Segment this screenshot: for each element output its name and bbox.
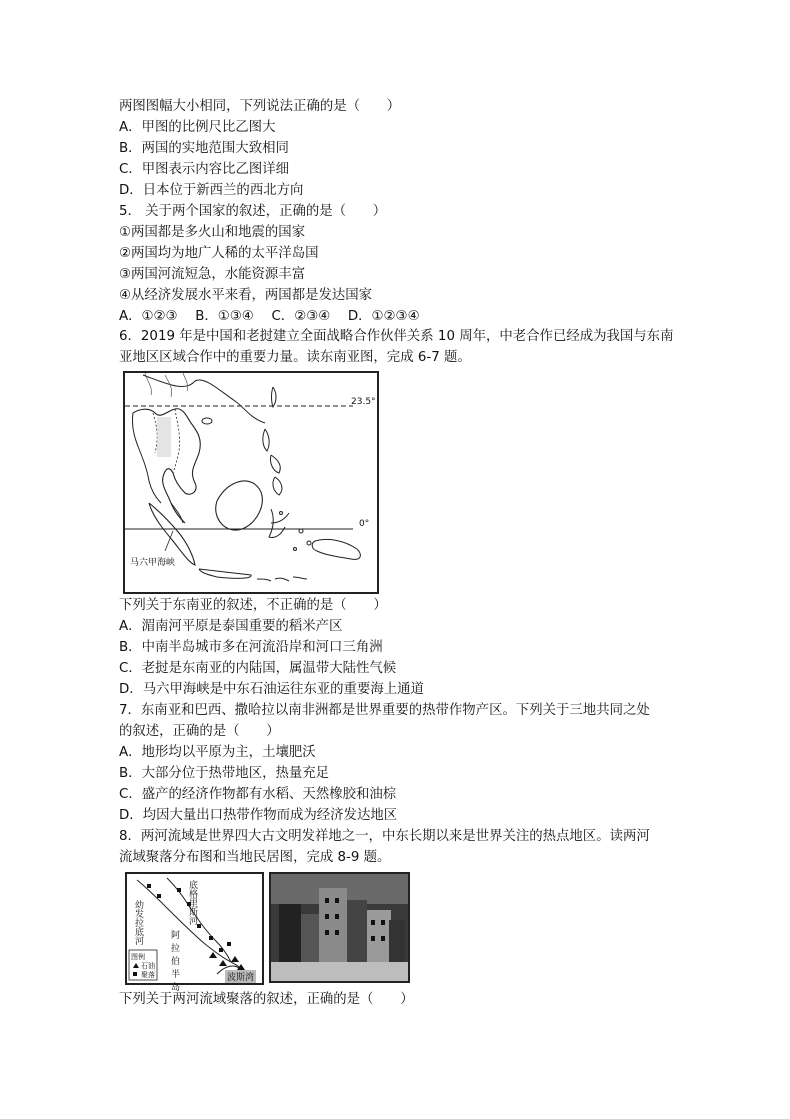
- q7-option-d: D．均因大量出口热带作物而成为经济发达地区: [119, 808, 398, 823]
- q4-stem: 两图图幅大小相同，下列说法正确的是（ ）: [119, 99, 401, 114]
- q7-stem-line2: 的叙述，正确的是（ ）: [119, 724, 280, 739]
- q6-option-a: A．湄南河平原是泰国重要的稻米产区: [119, 619, 343, 634]
- q8-stem: 下列关于两河流域聚落的叙述，正确的是（ ）: [119, 992, 414, 1007]
- tropic-label: 23.5°: [351, 397, 376, 407]
- strait-label: 马六甲海峡: [130, 558, 176, 568]
- local-dwelling-photo: [269, 872, 410, 983]
- gulf-label: 波斯湾: [225, 970, 256, 983]
- legend-oil: 石油: [141, 962, 155, 970]
- q6-option-c: C．老挝是东南亚的内陆国，属温带大陆性气候: [119, 661, 397, 676]
- q6-option-b: B．中南半岛城市多在河流沿岸和河口三角洲: [119, 640, 383, 655]
- q6-intro-line1: 6．2019 年是中国和老挝建立全面战略合作伙伴关系 10 周年，中老合作已经成为我国与东南: [119, 329, 674, 344]
- q4-option-b: B．两国的实地范围大致相同: [119, 141, 289, 156]
- legend-title: 图例: [131, 953, 145, 961]
- river1-label: 幼发拉底河: [135, 901, 145, 947]
- q7-stem-line1: 7．东南亚和巴西、撒哈拉以南非洲都是世界重要的热带作物产区。下列关于三地共同之处: [119, 703, 650, 718]
- q4-option-c: C．甲图表示内容比乙图详细: [119, 162, 290, 177]
- q7-option-a: A．地形均以平原为主，土壤肥沃: [119, 745, 316, 760]
- two-rivers-settlement-map: [125, 872, 264, 993]
- q8-intro-line1: 8．两河流域是世界四大古文明发祥地之一，中东长期以来是世界关注的热点地区。读两河: [119, 829, 650, 844]
- legend-settlement: 聚落: [141, 971, 155, 979]
- q5-statement-2: ②两国均为地广人稀的太平洋岛国: [119, 246, 319, 261]
- q6-stem: 下列关于东南亚的叙述，不正确的是（ ）: [119, 598, 387, 613]
- q5-statement-3: ③两国河流短急，水能资源丰富: [119, 267, 306, 282]
- q4-option-d: D．日本位于新西兰的西北方向: [119, 183, 304, 198]
- southeast-asia-map: [123, 371, 379, 594]
- river2-label: 底格里斯河: [189, 881, 199, 927]
- q7-option-b: B．大部分位于热带地区，热量充足: [119, 766, 330, 781]
- q6-option-d: D．马六甲海峡是中东石油运往东亚的重要海上通道: [119, 682, 424, 697]
- q5-statement-1: ①两国都是多火山和地震的国家: [119, 225, 306, 240]
- region-label: 阿拉伯半岛: [171, 931, 181, 993]
- equator-label: 0°: [359, 519, 370, 529]
- q7-option-c: C．盛产的经济作物都有水稻、天然橡胶和油棕: [119, 787, 397, 802]
- q6-intro-line2: 亚地区区域合作中的重要力量。读东南亚图，完成 6-7 题。: [119, 350, 471, 365]
- q4-option-a: A．甲图的比例尺比乙图大: [119, 120, 276, 135]
- q5-stem: 5． 关于两个国家的叙述，正确的是（ ）: [119, 204, 387, 219]
- q5-statement-4: ④从经济发展水平来看，两国都是发达国家: [119, 288, 373, 303]
- q8-intro-line2: 流域聚落分布图和当地民居图，完成 8-9 题。: [119, 850, 391, 865]
- q5-choices: A．①②③ B．①③④ C．②③④ D．①②③④: [119, 309, 420, 324]
